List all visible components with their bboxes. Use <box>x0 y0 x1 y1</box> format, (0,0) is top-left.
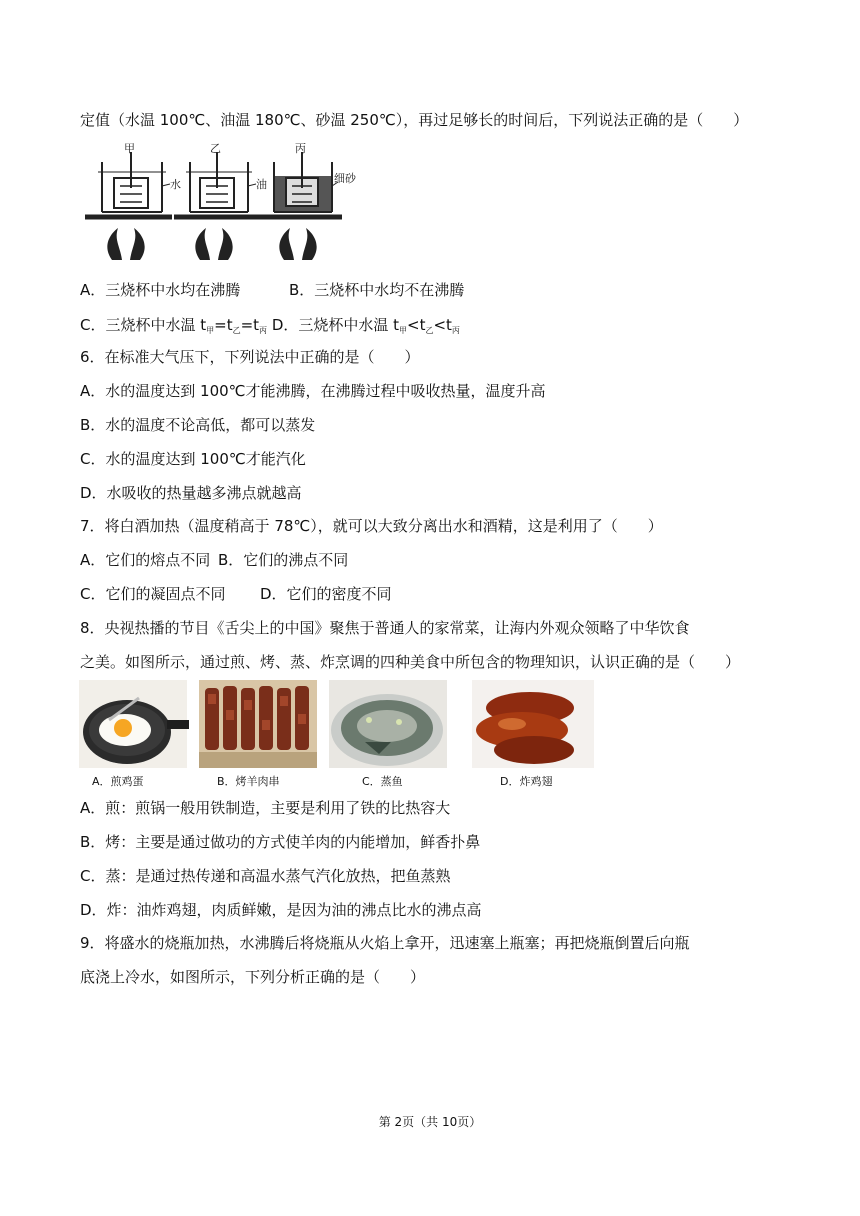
q5-option-d: D．三烧杯中水温 $t_甲<t_乙<t_丙$ <box>271 316 460 335</box>
label-oil: 油 <box>256 178 267 191</box>
q8-stem-line1: 8．央视热播的节目《舌尖上的中国》聚焦于普通人的家常菜，让海内外观众领略了中华饮食 <box>80 619 690 637</box>
q8-stem-line2: 之美。如图所示，通过煎、烤、蒸、炸烹调的四种美食中所包含的物理知识，认识正确的是（ ） <box>80 653 741 671</box>
q8-option-a: A．煎：煎锅一般用铁制造，主要是利用了铁的比热容大 <box>80 799 451 817</box>
label-water: 水 <box>170 178 181 191</box>
label-jia: 甲 <box>124 142 135 155</box>
q5-options-cd <box>80 315 460 341</box>
q5-beaker-figure <box>80 142 356 266</box>
steamed-fish-image <box>329 680 447 768</box>
label-sand: 细砂 <box>334 172 356 185</box>
q7-option-a: A．它们的熔点不同 <box>80 551 211 569</box>
q5-option-a: A．三烧杯中水均在沸腾 <box>80 281 241 299</box>
fried-wings-image <box>472 680 594 768</box>
q6-option-d: D．水吸收的热量越多沸点就越高 <box>80 484 302 502</box>
q6-stem: 6．在标准大气压下，下列说法中正确的是（ ） <box>80 348 420 366</box>
q6-option-c: C．水的温度达到 100℃才能汽化 <box>80 450 306 468</box>
q9-stem-line1: 9．将盛水的烧瓶加热，水沸腾后将烧瓶从火焰上拿开，迅速塞上瓶塞；再把烧瓶倒置后向瓶 <box>80 934 690 952</box>
caption-c: C．蒸鱼 <box>362 775 403 788</box>
q5-stem-tail: 定值（水温 100℃、油温 180℃、砂温 250℃），再过足够长的时间后，下列说法正确的是（ ） <box>80 111 749 129</box>
label-bing: 丙 <box>295 142 306 155</box>
q6-option-b: B．水的温度不论高低，都可以蒸发 <box>80 416 316 434</box>
label-yi: 乙 <box>210 142 221 155</box>
q7-option-d: D．它们的密度不同 <box>260 585 392 603</box>
q5-option-c: C．三烧杯中水温 $t_甲=t_乙=t_丙$ <box>80 316 268 335</box>
flames <box>107 228 316 260</box>
q8-option-d: D．炸：油炸鸡翅，肉质鲜嫩，是因为油的沸点比水的沸点高 <box>80 901 482 919</box>
q8-option-c: C．蒸：是通过热传递和高温水蒸气汽化放热，把鱼蒸熟 <box>80 867 451 885</box>
q6-option-a: A．水的温度达到 100℃才能沸腾，在沸腾过程中吸收热量，温度升高 <box>80 382 546 400</box>
q9-stem-line2: 底浇上冷水，如图所示，下列分析正确的是（ ） <box>80 968 426 986</box>
caption-a: A．煎鸡蛋 <box>92 775 144 788</box>
q7-option-c: C．它们的凝固点不同 <box>80 585 226 603</box>
q7-stem: 7．将白酒加热（温度稍高于 78℃），就可以大致分离出水和酒精，这是利用了（ ） <box>80 517 663 535</box>
q7-option-b: B．它们的沸点不同 <box>218 551 349 569</box>
beaker-oil <box>174 152 258 217</box>
caption-b: B．烤羊肉串 <box>217 775 280 788</box>
beaker-water <box>85 152 172 217</box>
q5-option-b: B．三烧杯中水均不在沸腾 <box>289 281 465 299</box>
q8-option-b: B．烤：主要是通过做功的方式使羊肉的内能增加，鲜香扑鼻 <box>80 833 481 851</box>
caption-d: D．炸鸡翅 <box>500 775 553 788</box>
beaker-sand <box>258 152 342 217</box>
fried-egg-image <box>79 680 187 768</box>
page-footer: 第 2页（共 10页） <box>378 1115 482 1129</box>
lamb-skewers-image <box>199 680 317 768</box>
